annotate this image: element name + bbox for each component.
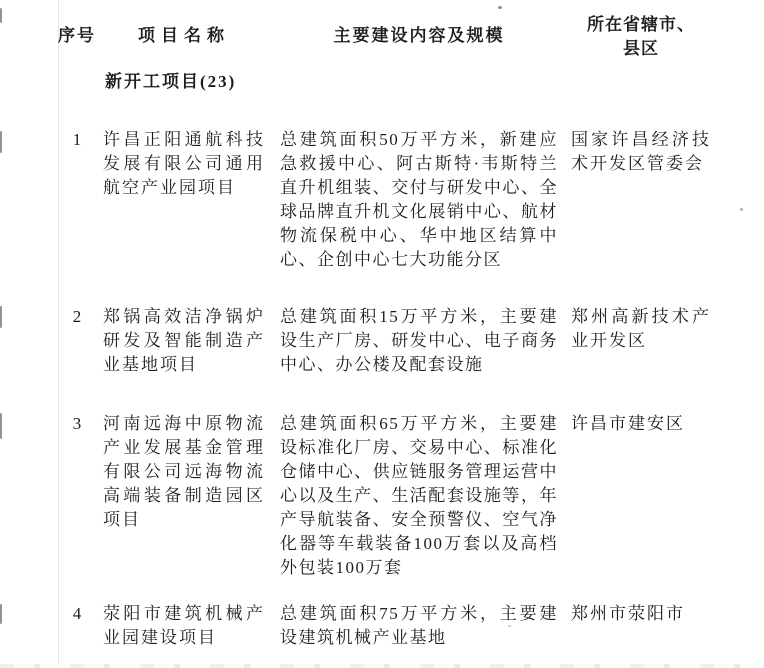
column-header-location <box>571 13 711 61</box>
row2-seq: 2 <box>72 307 82 326</box>
row3-location: 许昌市建安区 <box>571 414 685 433</box>
row2-project-name: 郑锅高效洁净锅炉研发及智能制造产业基地项目 <box>103 307 265 374</box>
row3-seq: 3 <box>72 414 82 433</box>
scan-edge-artifact <box>0 306 2 328</box>
row4-construction-content: 总建筑面积75万平方米，主要建设建筑机械产业基地 <box>280 604 558 647</box>
row1-location: 国家许昌经济技术开发区管委会 <box>571 130 711 173</box>
scan-edge-artifact <box>0 413 2 439</box>
scan-speck <box>740 208 743 211</box>
column-header-project-name: 项目名称 <box>138 26 230 45</box>
scan-edge-artifact <box>0 604 2 624</box>
scan-speck <box>498 6 502 9</box>
row3-construction-content: 总建筑面积65万平方米，主要建设标准化厂房、交易中心、标准化仓储中心、供应链服务管理运营中心以及生产、生活配套设施等，年产导航装备、安全预警仪、空气净化器等车载装备100万套以及高档外包装100万套 <box>280 414 558 577</box>
scan-bottom-noise <box>0 664 764 668</box>
scan-edge-artifact <box>0 131 2 153</box>
row1-seq: 1 <box>72 130 82 149</box>
row2-location: 郑州高新技术产业开发区 <box>571 307 711 350</box>
column-header-construction-content: 主要建设内容及规模 <box>333 26 505 45</box>
row2-construction-content: 总建筑面积15万平方米，主要建设生产厂房、研发中心、电子商务中心、办公楼及配套设施 <box>280 307 558 374</box>
row1-construction-content: 总建筑面积50万平方米，新建应急救援中心、阿古斯特·韦斯特兰直升机组装、交付与研发中心、全球品牌直升机文化展销中心、航材物流保税中心、华中地区结算中心、企创中心七大功能分区 <box>280 130 558 269</box>
row3-project-name: 河南远海中原物流产业发展基金管理有限公司远海物流高端装备制造园区项目 <box>103 414 265 529</box>
scan-fold-line <box>58 0 59 668</box>
group-label-new-projects: 新开工项目(23) <box>105 72 237 91</box>
row4-seq: 4 <box>72 604 82 623</box>
column-header-location-line1: 所在省辖市、 <box>587 15 695 34</box>
row1-project-name: 许昌正阳通航科技发展有限公司通用航空产业园项目 <box>103 130 265 197</box>
row4-location: 郑州市荥阳市 <box>571 604 685 623</box>
row4-project-name: 荥阳市建筑机械产业园建设项目 <box>103 604 265 647</box>
column-header-location-line2: 县区 <box>623 39 659 58</box>
column-header-seq: 序号 <box>58 26 96 45</box>
scan-edge-artifact <box>0 8 2 23</box>
